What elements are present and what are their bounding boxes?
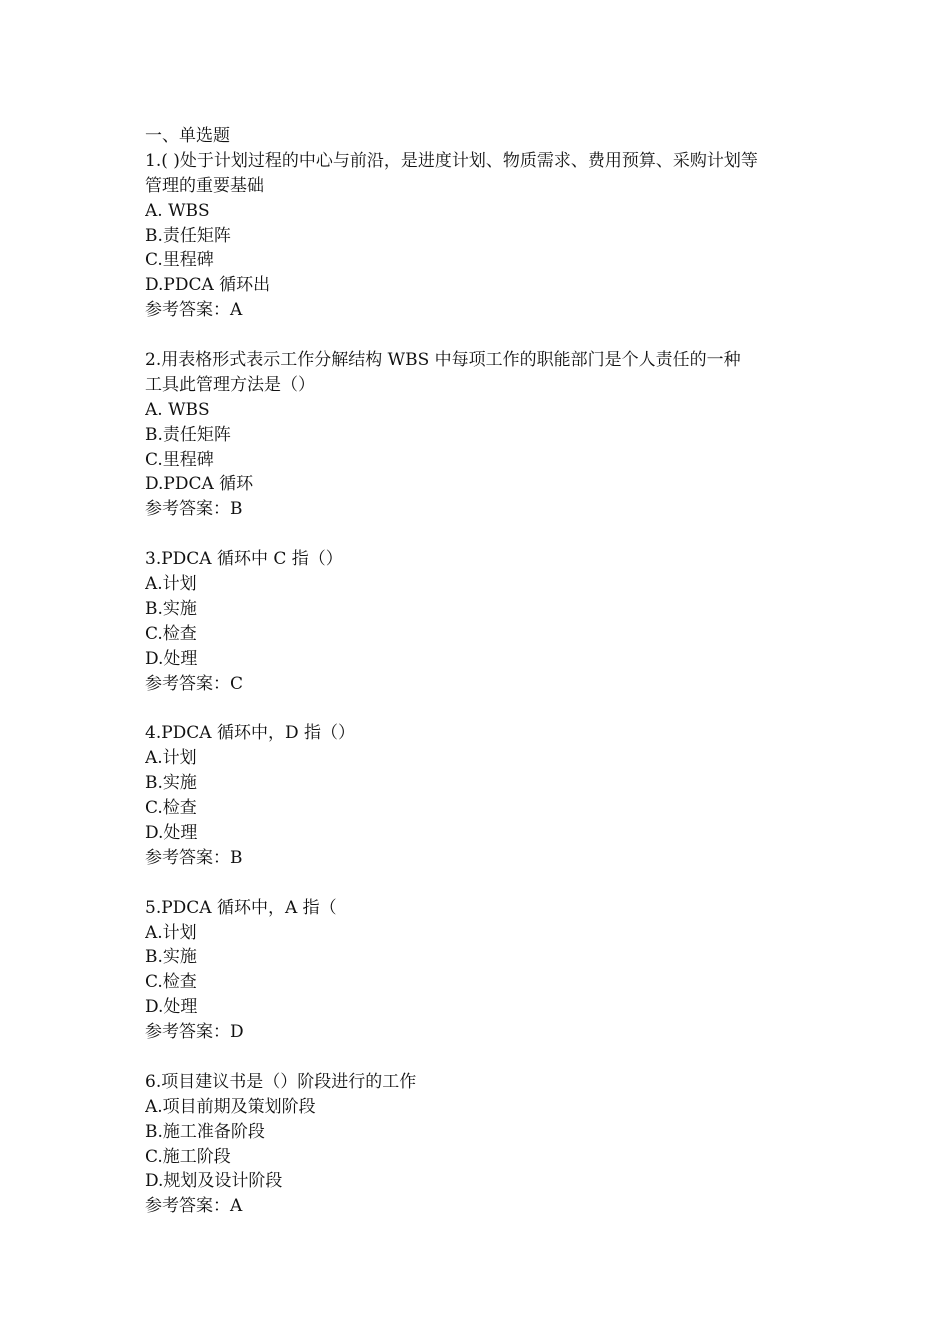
option-b: B.责任矩阵 — [145, 424, 231, 445]
option-d: D.PDCA 循环 — [145, 474, 254, 495]
question-6 — [145, 1070, 815, 1219]
answer: 参考答案：D — [145, 1022, 244, 1043]
question-2 — [145, 348, 815, 522]
option-a: A.计划 — [145, 922, 197, 943]
question-stem-continued: 工具此管理方法是（） — [145, 374, 315, 395]
option-b: B.实施 — [145, 773, 197, 794]
option-d: D.PDCA 循环出 — [145, 275, 271, 296]
question-5 — [145, 896, 815, 1045]
question-stem: 1.( )处于计划过程的中心与前沿，是进度计划、物质需求、费用预算、采购计划等 — [145, 150, 758, 171]
spacer — [145, 696, 815, 721]
question-stem: 3.PDCA 循环中 C 指（） — [145, 549, 343, 570]
question-1 — [145, 149, 815, 323]
question-stem: 4.PDCA 循环中，D 指（） — [145, 723, 356, 744]
question-4 — [145, 721, 815, 870]
answer: 参考答案：A — [145, 1196, 243, 1217]
answer: 参考答案：B — [145, 499, 243, 520]
option-a: A. WBS — [145, 200, 210, 221]
spacer — [145, 323, 815, 348]
answer: 参考答案：C — [145, 673, 244, 694]
option-a: A.计划 — [145, 574, 197, 595]
option-c: C.检查 — [145, 798, 197, 819]
question-stem: 6.项目建议书是（）阶段进行的工作 — [145, 1071, 417, 1092]
option-d: D.处理 — [145, 997, 198, 1018]
question-stem: 2.用表格形式表示工作分解结构 WBS 中每项工作的职能部门是个人责任的一种 — [145, 350, 741, 371]
option-b: B.实施 — [145, 598, 197, 619]
question-stem-continued: 管理的重要基础 — [145, 175, 264, 196]
document-page — [145, 124, 815, 1219]
question-3 — [145, 547, 815, 696]
option-a: A.项目前期及策划阶段 — [145, 1096, 316, 1117]
option-d: D.处理 — [145, 822, 198, 843]
option-c: C.检查 — [145, 623, 197, 644]
spacer — [145, 871, 815, 896]
section-title: 一、单选题 — [145, 126, 230, 146]
question-stem: 5.PDCA 循环中，A 指（ — [145, 897, 337, 918]
option-d: D.规划及设计阶段 — [145, 1171, 283, 1192]
option-a: A.计划 — [145, 748, 197, 769]
answer: 参考答案：A — [145, 300, 243, 321]
option-c: C.里程碑 — [145, 449, 214, 470]
answer: 参考答案：B — [145, 847, 243, 868]
option-d: D.处理 — [145, 648, 198, 669]
option-b: B.施工准备阶段 — [145, 1121, 265, 1142]
spacer — [145, 522, 815, 547]
option-c: C.施工阶段 — [145, 1146, 231, 1167]
option-b: B.责任矩阵 — [145, 225, 231, 246]
option-a: A. WBS — [145, 399, 210, 420]
option-b: B.实施 — [145, 947, 197, 968]
option-c: C.检查 — [145, 972, 197, 993]
spacer — [145, 1045, 815, 1070]
option-c: C.里程碑 — [145, 250, 214, 271]
